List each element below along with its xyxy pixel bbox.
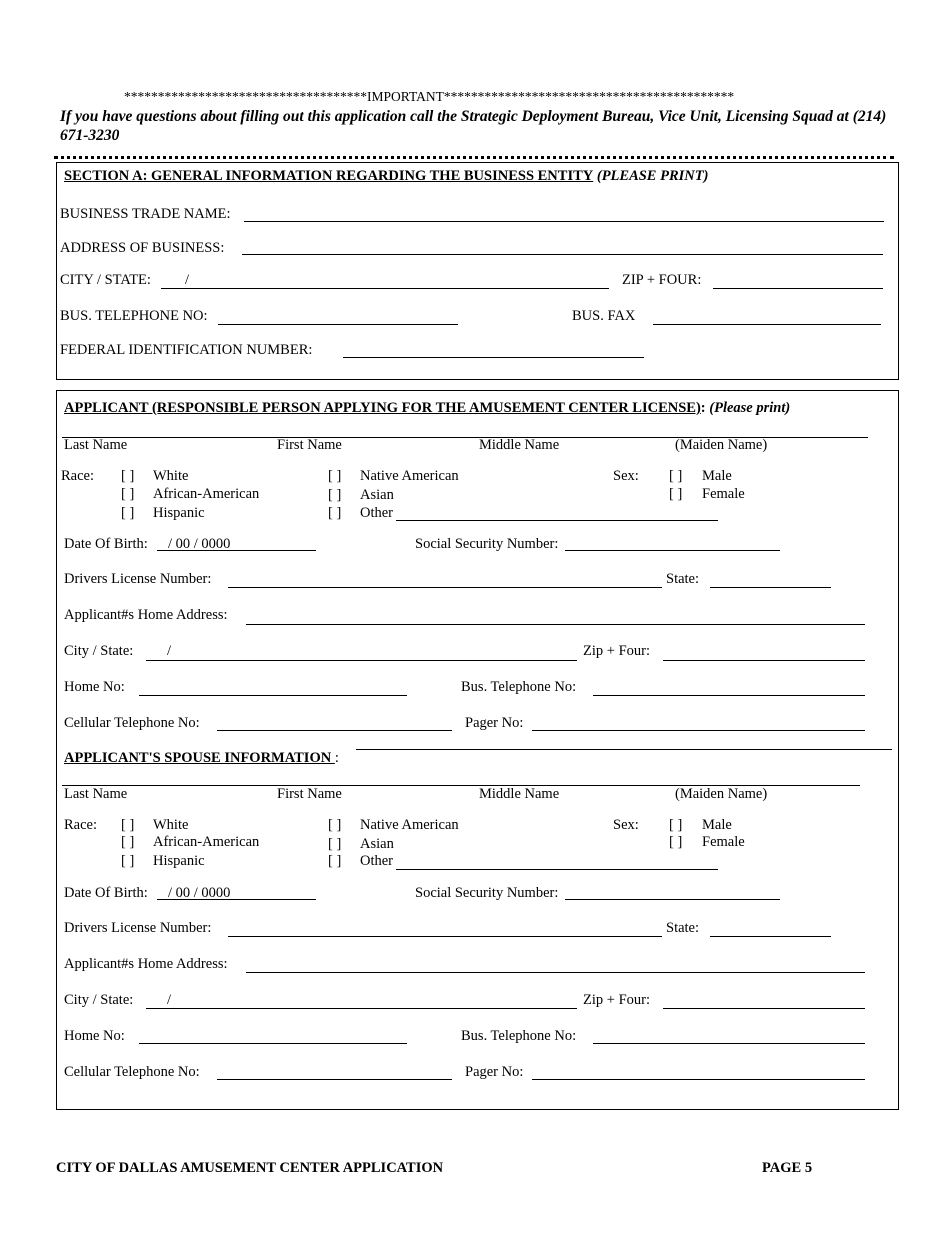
spouse-maiden-name-label: (Maiden Name) (675, 786, 768, 802)
spouse-title (64, 751, 339, 766)
spouse-city-state-separator: / (167, 992, 172, 1008)
bus-telephone-field[interactable] (218, 324, 458, 325)
applicant-dl-state-label: State: (666, 571, 700, 587)
applicant-race-other-checkbox[interactable]: [ ] (328, 505, 342, 521)
spouse-race-native-american-label: Native American (360, 817, 459, 833)
applicant-race-african-american-checkbox[interactable]: [ ] (121, 486, 135, 502)
spouse-dl-field[interactable] (228, 936, 662, 937)
applicant-race-asian-label: Asian (360, 487, 394, 503)
business-address-label: ADDRESS OF BUSINESS: (60, 240, 225, 256)
spouse-race-label: Race: (64, 817, 98, 833)
applicant-title-text: APPLICANT (RESPONSIBLE PERSON APPLYING FOR THE AMUSEMENT CENTER LICENSE) (64, 400, 701, 416)
spouse-sex-male-checkbox[interactable]: [ ] (669, 817, 683, 833)
spouse-race-native-american-checkbox[interactable]: [ ] (328, 817, 342, 833)
spouse-race-white-label: White (153, 817, 189, 833)
spouse-sex-female-label: Female (702, 834, 745, 850)
business-address-field[interactable] (242, 254, 883, 255)
applicant-cell-label: Cellular Telephone No: (64, 715, 200, 731)
city-state-field[interactable] (161, 288, 609, 289)
applicant-pager-field[interactable] (532, 730, 865, 731)
applicant-race-hispanic-label: Hispanic (153, 505, 205, 521)
spouse-dob-label: Date Of Birth: (64, 885, 148, 901)
applicant-race-native-american-checkbox[interactable]: [ ] (328, 468, 342, 484)
applicant-zip-label: Zip + Four: (583, 643, 650, 659)
spouse-bus-tel-field[interactable] (593, 1043, 865, 1044)
fein-field[interactable] (343, 357, 644, 358)
fein-label: FEDERAL IDENTIFICATION NUMBER: (60, 342, 313, 358)
applicant-home-no-label: Home No: (64, 679, 125, 695)
spouse-city-state-label: City / State: (64, 992, 134, 1008)
applicant-city-state-field[interactable] (146, 660, 577, 661)
spouse-home-address-label: Applicant#s Home Address: (64, 956, 228, 972)
applicant-sex-female-checkbox[interactable]: [ ] (669, 486, 683, 502)
spouse-dob-field[interactable] (157, 899, 316, 900)
applicant-dob-value: / 00 / 0000 (168, 536, 231, 552)
applicant-middle-name-label: Middle Name (479, 437, 560, 453)
spouse-title-suffix: : (334, 750, 339, 766)
applicant-cell-field[interactable] (217, 730, 452, 731)
applicant-pager-label: Pager No: (465, 715, 524, 731)
spouse-zip-field[interactable] (663, 1008, 865, 1009)
spouse-dl-state-label: State: (666, 920, 700, 936)
spouse-race-african-american-label: African-American (153, 834, 260, 850)
applicant-sex-male-checkbox[interactable]: [ ] (669, 468, 683, 484)
help-notice: If you have questions about filling out this application call the Strategic Deployment Bureau, Vice Unit, Licensing Squad at (214) 671-3230 (60, 108, 887, 144)
spouse-cell-label: Cellular Telephone No: (64, 1064, 200, 1080)
applicant-city-state-separator: / (167, 643, 172, 659)
spouse-race-asian-label: Asian (360, 836, 394, 852)
spouse-title-text: APPLICANT'S SPOUSE INFORMATION (64, 750, 335, 766)
spouse-zip-label: Zip + Four: (583, 992, 650, 1008)
trade-name-field[interactable] (244, 221, 884, 222)
applicant-race-african-american-label: African-American (153, 486, 260, 502)
spouse-home-no-label: Home No: (64, 1028, 125, 1044)
spouse-race-other-field[interactable] (396, 869, 718, 870)
spouse-dl-label: Drivers License Number: (64, 920, 212, 936)
bus-fax-label: BUS. FAX (572, 308, 636, 324)
applicant-maiden-name-label: (Maiden Name) (675, 437, 768, 453)
applicant-first-name-label: First Name (277, 437, 342, 453)
spouse-middle-name-label: Middle Name (479, 786, 560, 802)
applicant-race-other-field[interactable] (396, 520, 718, 521)
spouse-first-name-label: First Name (277, 786, 342, 802)
footer-page-number: PAGE 5 (762, 1160, 813, 1176)
section-a-title-note: (PLEASE PRINT) (596, 168, 709, 184)
applicant-last-name-label: Last Name (64, 437, 128, 453)
spouse-race-asian-checkbox[interactable]: [ ] (328, 836, 342, 852)
spouse-pager-label: Pager No: (465, 1064, 524, 1080)
trade-name-label: BUSINESS TRADE NAME: (60, 206, 231, 222)
applicant-race-other-label: Other (360, 505, 394, 521)
applicant-race-white-checkbox[interactable]: [ ] (121, 468, 135, 484)
spouse-race-hispanic-label: Hispanic (153, 853, 205, 869)
applicant-dl-label: Drivers License Number: (64, 571, 212, 587)
applicant-race-label: Race: (61, 468, 95, 484)
applicant-race-asian-checkbox[interactable]: [ ] (328, 487, 342, 503)
spouse-race-african-american-checkbox[interactable]: [ ] (121, 834, 135, 850)
applicant-sex-label: Sex: (613, 468, 639, 484)
applicant-city-state-label: City / State: (64, 643, 134, 659)
spouse-sex-female-checkbox[interactable]: [ ] (669, 834, 683, 850)
applicant-bus-tel-label: Bus. Telephone No: (461, 679, 577, 695)
spouse-header-rule (356, 749, 892, 750)
spouse-dob-value: / 00 / 0000 (168, 885, 231, 901)
spouse-city-state-field[interactable] (146, 1008, 577, 1009)
applicant-race-hispanic-checkbox[interactable]: [ ] (121, 505, 135, 521)
spouse-home-address-field[interactable] (246, 972, 865, 973)
applicant-sex-female-label: Female (702, 486, 745, 502)
dotted-divider (54, 156, 894, 159)
spouse-sex-label: Sex: (613, 817, 639, 833)
applicant-title (64, 401, 790, 416)
applicant-home-address-label: Applicant#s Home Address: (64, 607, 228, 623)
spouse-last-name-label: Last Name (64, 786, 128, 802)
applicant-home-no-field[interactable] (139, 695, 407, 696)
spouse-sex-male-label: Male (702, 817, 732, 833)
applicant-ssn-field[interactable] (565, 550, 780, 551)
footer-application-name: CITY OF DALLAS AMUSEMENT CENTER APPLICATION (56, 1160, 444, 1176)
applicant-home-address-field[interactable] (246, 624, 865, 625)
spouse-dl-state-field[interactable] (710, 936, 831, 937)
important-banner: ************************************IMPORTANT******************************************* (124, 89, 735, 104)
spouse-cell-field[interactable] (217, 1079, 452, 1080)
section-a-title-text: SECTION A: GENERAL INFORMATION REGARDING THE BUSINESS ENTITY (64, 168, 594, 184)
city-state-label: CITY / STATE: (60, 272, 151, 288)
spouse-pager-field[interactable] (532, 1079, 865, 1080)
applicant-sex-male-label: Male (702, 468, 732, 484)
applicant-zip-field[interactable] (663, 660, 865, 661)
spouse-race-other-label: Other (360, 853, 394, 869)
spouse-home-no-field[interactable] (139, 1043, 407, 1044)
city-state-separator: / (185, 272, 190, 288)
bus-fax-field[interactable] (653, 324, 881, 325)
applicant-title-suffix: : (700, 400, 706, 416)
spouse-race-other-checkbox[interactable]: [ ] (328, 853, 342, 869)
applicant-race-white-label: White (153, 468, 189, 484)
zip-field[interactable] (713, 288, 883, 289)
spouse-race-hispanic-checkbox[interactable]: [ ] (121, 853, 135, 869)
applicant-race-native-american-label: Native American (360, 468, 459, 484)
applicant-dl-state-field[interactable] (710, 587, 831, 588)
applicant-ssn-label: Social Security Number: (415, 536, 559, 552)
spouse-ssn-label: Social Security Number: (415, 885, 559, 901)
section-a-title (64, 169, 708, 184)
applicant-bus-tel-field[interactable] (593, 695, 865, 696)
spouse-bus-tel-label: Bus. Telephone No: (461, 1028, 577, 1044)
bus-telephone-label: BUS. TELEPHONE NO: (60, 308, 208, 324)
spouse-ssn-field[interactable] (565, 899, 780, 900)
applicant-title-note: (Please print) (709, 400, 791, 416)
applicant-dob-field[interactable] (157, 550, 316, 551)
spouse-race-white-checkbox[interactable]: [ ] (121, 817, 135, 833)
applicant-dl-field[interactable] (228, 587, 662, 588)
zip-label: ZIP + FOUR: (622, 272, 702, 288)
applicant-dob-label: Date Of Birth: (64, 536, 148, 552)
